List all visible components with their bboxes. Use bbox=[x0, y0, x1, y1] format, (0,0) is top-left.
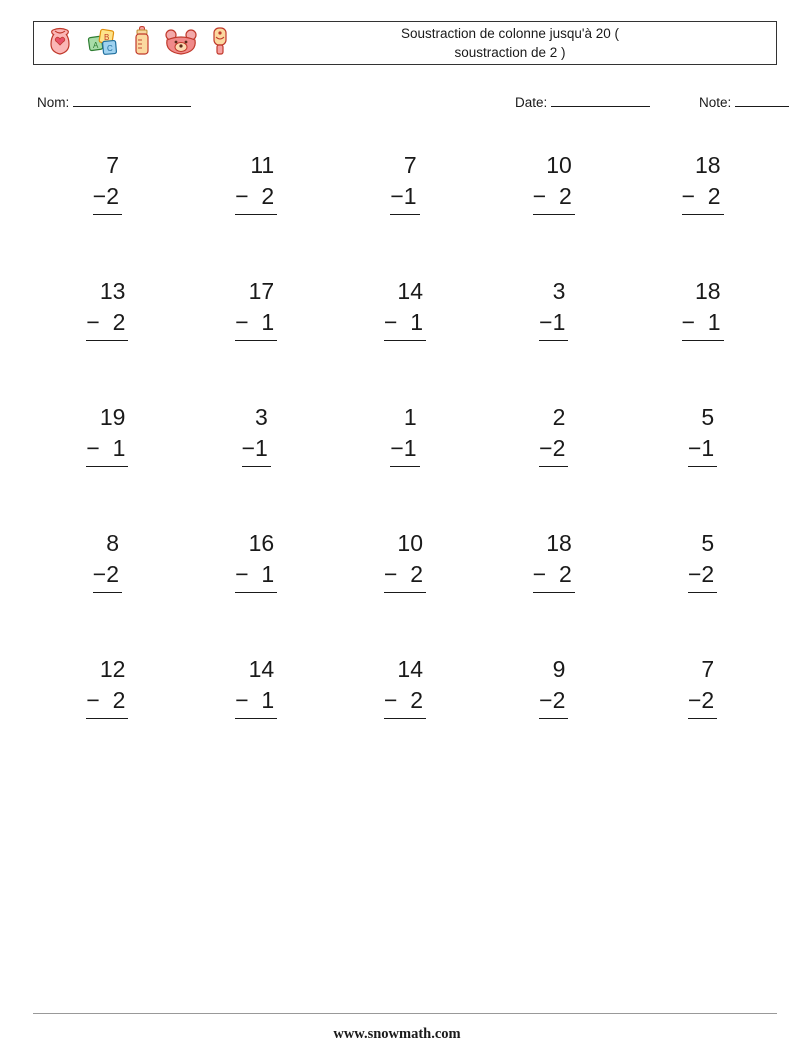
minuend: 12 bbox=[99, 656, 126, 682]
problem-cell bbox=[33, 644, 182, 770]
subtraction-problem bbox=[682, 150, 724, 215]
subtrahend: −1 bbox=[390, 181, 419, 215]
subtraction-problem bbox=[539, 654, 568, 719]
subtrahend: − 1 bbox=[235, 559, 277, 593]
rattle-icon bbox=[209, 26, 231, 61]
problem-cell bbox=[33, 518, 182, 644]
subtrahend: − 1 bbox=[235, 307, 277, 341]
minuend: 14 bbox=[397, 656, 423, 682]
blocks-icon bbox=[87, 26, 121, 61]
subtraction-problem bbox=[235, 528, 277, 593]
subtraction-problem bbox=[384, 528, 426, 593]
subtraction-problem bbox=[533, 528, 575, 593]
minuend: 8 bbox=[106, 530, 120, 556]
minuend: 9 bbox=[552, 656, 566, 682]
minuend: 17 bbox=[248, 278, 275, 304]
minuend: 14 bbox=[397, 278, 423, 304]
subtrahend: − 1 bbox=[86, 433, 128, 467]
minuend: 18 bbox=[695, 278, 721, 304]
subtraction-problem bbox=[86, 276, 128, 341]
minuend: 7 bbox=[403, 152, 417, 178]
subtraction-problem bbox=[384, 654, 426, 719]
subtrahend: −1 bbox=[390, 433, 419, 467]
name-label: Nom: bbox=[37, 95, 70, 110]
date-field[interactable] bbox=[515, 93, 650, 110]
minuend: 1 bbox=[403, 404, 417, 430]
date-label: Date: bbox=[515, 95, 548, 110]
minuend: 19 bbox=[99, 404, 126, 430]
minuend: 7 bbox=[106, 152, 120, 178]
subtrahend: −2 bbox=[539, 433, 568, 467]
svg-text:A: A bbox=[93, 40, 99, 50]
subtraction-problem bbox=[235, 150, 277, 215]
problem-cell bbox=[479, 140, 628, 266]
subtrahend: − 2 bbox=[682, 181, 724, 215]
date-blank-line[interactable] bbox=[551, 93, 650, 107]
subtraction-problem bbox=[539, 402, 568, 467]
subtrahend: − 1 bbox=[384, 307, 426, 341]
subtrahend: − 1 bbox=[235, 685, 277, 719]
minuend: 5 bbox=[701, 404, 715, 430]
problem-cell bbox=[628, 140, 777, 266]
subtraction-problem bbox=[86, 402, 128, 467]
subtraction-problem bbox=[384, 276, 426, 341]
subtraction-problem bbox=[390, 150, 419, 215]
worksheet-title bbox=[254, 22, 766, 64]
subtrahend: −2 bbox=[93, 559, 122, 593]
baby-bottle-icon bbox=[131, 26, 153, 61]
svg-text:C: C bbox=[107, 43, 113, 53]
subtraction-problem bbox=[682, 276, 724, 341]
minuend: 3 bbox=[552, 278, 566, 304]
subtraction-problem bbox=[539, 276, 568, 341]
subtraction-problem bbox=[235, 276, 277, 341]
subtrahend: −2 bbox=[688, 685, 717, 719]
note-label: Note: bbox=[699, 95, 732, 110]
subtraction-problem bbox=[688, 528, 717, 593]
minuend: 10 bbox=[546, 152, 572, 178]
subtrahend: − 1 bbox=[682, 307, 724, 341]
minuend: 7 bbox=[701, 656, 715, 682]
problem-cell bbox=[628, 266, 777, 392]
svg-text:B: B bbox=[104, 32, 110, 42]
header-icon-row bbox=[34, 22, 231, 64]
subtraction-problem bbox=[86, 654, 128, 719]
subtraction-problem bbox=[242, 402, 271, 467]
problem-cell bbox=[182, 644, 331, 770]
name-field[interactable] bbox=[37, 93, 191, 110]
problem-grid bbox=[33, 140, 777, 770]
note-field[interactable] bbox=[699, 93, 789, 110]
subtraction-problem bbox=[93, 528, 122, 593]
minuend: 18 bbox=[695, 152, 721, 178]
problem-cell bbox=[331, 518, 480, 644]
subtrahend: −1 bbox=[242, 433, 271, 467]
subtrahend: − 2 bbox=[235, 181, 277, 215]
subtrahend: − 2 bbox=[86, 685, 128, 719]
subtrahend: −1 bbox=[688, 433, 717, 467]
problem-cell bbox=[331, 266, 480, 392]
footer-divider bbox=[33, 1013, 777, 1014]
minuend: 10 bbox=[397, 530, 423, 556]
minuend: 14 bbox=[248, 656, 275, 682]
problem-cell bbox=[33, 140, 182, 266]
problem-cell bbox=[182, 140, 331, 266]
problem-cell bbox=[331, 140, 480, 266]
problem-cell bbox=[331, 644, 480, 770]
problem-cell bbox=[479, 266, 628, 392]
name-blank-line[interactable] bbox=[73, 93, 191, 107]
worksheet-header bbox=[33, 21, 777, 65]
minuend: 5 bbox=[701, 530, 715, 556]
subtrahend: − 2 bbox=[533, 559, 575, 593]
problem-cell bbox=[33, 266, 182, 392]
problem-cell bbox=[33, 392, 182, 518]
worksheet-title-line1: Soustraction de colonne jusqu'à 20 ( bbox=[401, 26, 619, 41]
minuend: 13 bbox=[99, 278, 126, 304]
problem-cell bbox=[182, 518, 331, 644]
note-blank-line[interactable] bbox=[735, 93, 789, 107]
subtrahend: − 2 bbox=[384, 685, 426, 719]
problem-cell bbox=[479, 644, 628, 770]
footer-site: www.snowmath.com bbox=[333, 1026, 461, 1042]
problem-cell bbox=[479, 392, 628, 518]
subtraction-problem bbox=[235, 654, 277, 719]
minuend: 2 bbox=[552, 404, 566, 430]
subtraction-problem bbox=[688, 654, 717, 719]
problem-cell bbox=[479, 518, 628, 644]
problem-cell bbox=[331, 392, 480, 518]
problem-cell bbox=[182, 266, 331, 392]
subtrahend: −2 bbox=[688, 559, 717, 593]
subtrahend: − 2 bbox=[533, 181, 575, 215]
subtrahend: − 2 bbox=[86, 307, 128, 341]
problem-cell bbox=[628, 392, 777, 518]
problem-cell bbox=[628, 644, 777, 770]
subtrahend: − 2 bbox=[384, 559, 426, 593]
subtraction-problem bbox=[93, 150, 122, 215]
subtraction-problem bbox=[533, 150, 575, 215]
worksheet-title-line2: soustraction de 2 ) bbox=[454, 45, 566, 60]
problem-cell bbox=[628, 518, 777, 644]
subtrahend: −1 bbox=[539, 307, 568, 341]
subtrahend: −2 bbox=[93, 181, 122, 215]
problem-cell bbox=[182, 392, 331, 518]
minuend: 11 bbox=[250, 152, 275, 178]
minuend: 18 bbox=[546, 530, 572, 556]
minuend: 3 bbox=[255, 404, 268, 430]
subtraction-problem bbox=[390, 402, 419, 467]
subtrahend: −2 bbox=[539, 685, 568, 719]
teddy-bear-icon bbox=[163, 26, 199, 61]
bib-icon bbox=[43, 26, 77, 61]
subtraction-problem bbox=[688, 402, 717, 467]
meta-row bbox=[33, 93, 777, 115]
minuend: 16 bbox=[248, 530, 275, 556]
